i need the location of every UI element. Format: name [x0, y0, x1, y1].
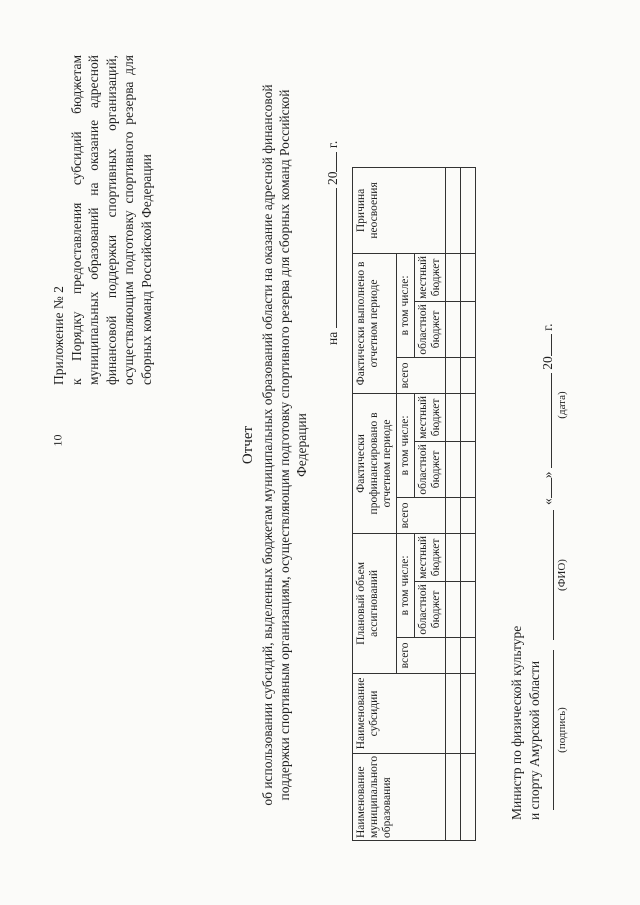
- report-table: [352, 167, 476, 841]
- date-prefix: на: [325, 331, 340, 345]
- report-date-line: [325, 141, 341, 345]
- group-fulfilled: Фактически выполнено в отчетном периоде: [353, 253, 397, 393]
- signature-date: [540, 323, 556, 505]
- year-suffix: г.: [325, 140, 340, 149]
- planned-including: в том числе:: [397, 533, 415, 637]
- fulfilled-total: всего: [397, 357, 446, 393]
- financed-local: местный бюджет: [415, 393, 446, 441]
- table-row: [461, 167, 476, 840]
- page-number: 10: [50, 434, 65, 447]
- signature-caption: (подпись): [556, 707, 568, 753]
- sign-year-suffix: г.: [540, 323, 555, 331]
- group-planned: Плановый объем ассигнований: [353, 533, 397, 673]
- minister-title: [508, 626, 544, 820]
- planned-total: всего: [397, 637, 446, 673]
- col-subsidy: Наименование субсидии: [353, 673, 446, 753]
- sign-year-prefix: 20: [540, 356, 555, 370]
- minister-line-2: и спорту Амурской области: [527, 660, 542, 820]
- fio-caption: (ФИО): [556, 559, 568, 591]
- report-heading: [240, 65, 310, 825]
- report-title: Отчет: [240, 425, 256, 465]
- year-prefix: 20: [325, 171, 340, 186]
- year-blank: [336, 152, 337, 172]
- appendix-block: [50, 55, 155, 385]
- planned-local: местный бюджет: [415, 533, 446, 581]
- sign-year-blank: [551, 334, 552, 356]
- day-blank: [551, 478, 552, 498]
- table-row: [446, 167, 461, 840]
- report-subtitle: об использовании субсидий, выделенных бюджетам муниципальных образований области на оказание адресной финансовой поддержки спортивным организациям, осуществляющим подготовку спортивного резерва для сборных команд Российской Федерации: [260, 84, 309, 806]
- date-caption: (дата): [556, 391, 568, 419]
- fulfilled-local: местный бюджет: [415, 253, 446, 301]
- group-financed: Фактически профинансировано в отчетном периоде: [353, 393, 397, 533]
- appendix-text: к Порядку предоставления субсидий бюджетам муниципальных образований на оказание адресной финансовой поддержки спортивных организаций, осуществляющим подготовку спортивного резерва для сборных команд Российской Федерации: [68, 55, 154, 385]
- date-open-quote: «: [540, 498, 555, 505]
- date-blank: [336, 188, 337, 328]
- minister-line-1: Министр по физической культуре: [509, 625, 524, 820]
- fio-line: [553, 510, 554, 640]
- month-blank: [551, 373, 552, 468]
- col-reason: Причина неосвоения: [353, 167, 446, 253]
- financed-including: в том числе:: [397, 393, 415, 497]
- date-close-quote: »: [540, 471, 555, 479]
- planned-regional: областной бюджет: [415, 581, 446, 637]
- financed-regional: областной бюджет: [415, 441, 446, 497]
- col-municipality: Наименование муниципального образования: [353, 753, 446, 840]
- financed-total: всего: [397, 497, 446, 533]
- fulfilled-including: в том числе:: [397, 253, 415, 357]
- fulfilled-regional: областной бюджет: [415, 301, 446, 357]
- appendix-title: Приложение № 2: [51, 286, 66, 385]
- signature-line: [553, 650, 554, 810]
